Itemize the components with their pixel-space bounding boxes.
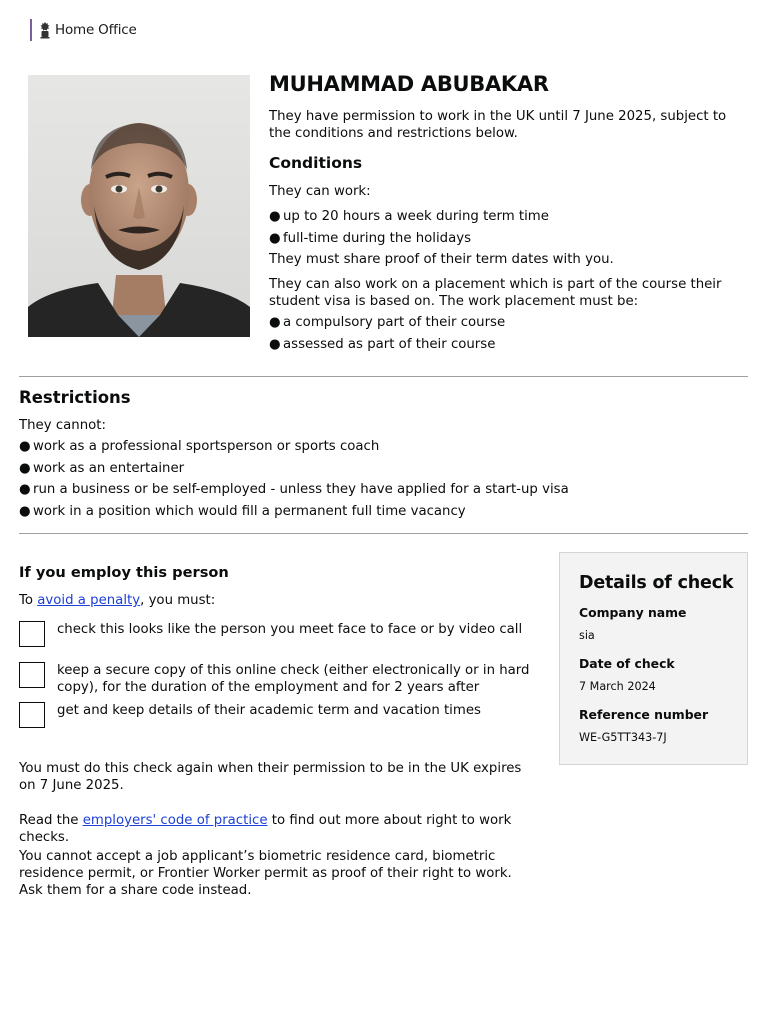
org-name: Home Office bbox=[55, 22, 137, 38]
code-of-practice-text: Read the employers' code of practice to find out more about right to work checks. bbox=[19, 813, 512, 845]
placement-text: They can also work on a placement which is part of the course their student visa is based on. The work placement must be: bbox=[269, 277, 722, 309]
list-item: ● assessed as part of their course bbox=[269, 336, 496, 352]
details-heading: Details of check bbox=[579, 573, 734, 593]
company-value: sia bbox=[579, 629, 595, 642]
list-item: ● work as an entertainer bbox=[19, 460, 185, 476]
list-item: ● run a business or be self-employed - unless they have applied for a start-up visa bbox=[19, 482, 569, 497]
checkbox[interactable] bbox=[19, 621, 45, 647]
royal-crest-icon bbox=[38, 21, 52, 39]
avoid-penalty-link[interactable]: avoid a penalty bbox=[37, 593, 141, 608]
conditions-heading: Conditions bbox=[269, 154, 363, 172]
proof-text: They must share proof of their term dates with you. bbox=[269, 252, 614, 267]
checklist-item: keep a secure copy of this online check (either electronically or in hard copy), for the duration of the employment and for 2 years after bbox=[19, 662, 547, 696]
person-photo bbox=[28, 75, 250, 337]
recheck-text: You must do this check again when their permission to be in the UK expires on 7 June 2025. bbox=[19, 761, 522, 793]
list-item: ● full-time during the holidays bbox=[269, 230, 472, 246]
company-label: Company name bbox=[579, 605, 687, 620]
restrictions-section bbox=[19, 388, 739, 524]
employer-heading: If you employ this person bbox=[19, 564, 229, 581]
brp-text: You cannot accept a job applicant’s biometric residence card, biometric residence permit, or Frontier Worker permit as proof of their right to work. Ask them for a share code instead. bbox=[19, 849, 512, 898]
date-label: Date of check bbox=[579, 656, 675, 671]
section-divider bbox=[19, 376, 748, 377]
date-value: 7 March 2024 bbox=[579, 680, 656, 693]
list-item: ● work as a professional sportsperson or sports coach bbox=[19, 439, 380, 454]
restrictions-heading: Restrictions bbox=[19, 388, 131, 407]
checkbox[interactable] bbox=[19, 702, 45, 728]
checkbox[interactable] bbox=[19, 662, 45, 688]
restrictions-intro: They cannot: bbox=[19, 418, 106, 433]
list-item: ● up to 20 hours a week during term time bbox=[269, 209, 549, 224]
code-of-practice-link[interactable]: employers' code of practice bbox=[82, 813, 268, 828]
placement-list bbox=[269, 314, 739, 353]
logo-accent-bar bbox=[30, 19, 32, 41]
list-item: ● work in a position which would fill a permanent full time vacancy bbox=[19, 503, 466, 519]
can-work-list bbox=[269, 208, 739, 247]
home-office-logo bbox=[30, 19, 137, 41]
permission-summary bbox=[269, 72, 739, 357]
list-item: ● a compulsory part of their course bbox=[269, 315, 506, 330]
employer-intro: To avoid a penalty, you must: bbox=[19, 593, 216, 608]
person-name: MUHAMMAD ABUBAKAR bbox=[269, 72, 549, 96]
checklist-item: get and keep details of their academic term and vacation times bbox=[19, 702, 547, 728]
details-of-check-panel bbox=[559, 552, 748, 765]
reference-label: Reference number bbox=[579, 707, 709, 722]
restrictions-list bbox=[19, 438, 739, 520]
employer-section bbox=[19, 564, 549, 898]
reference-value: WE-G5TT343-7J bbox=[579, 731, 667, 744]
permission-text: They have permission to work in the UK until 7 June 2025, subject to the conditions and restrictions below. bbox=[269, 109, 727, 141]
can-work-intro: They can work: bbox=[269, 184, 371, 199]
checklist-item: check this looks like the person you meet face to face or by video call bbox=[19, 621, 547, 647]
section-divider bbox=[19, 533, 748, 534]
